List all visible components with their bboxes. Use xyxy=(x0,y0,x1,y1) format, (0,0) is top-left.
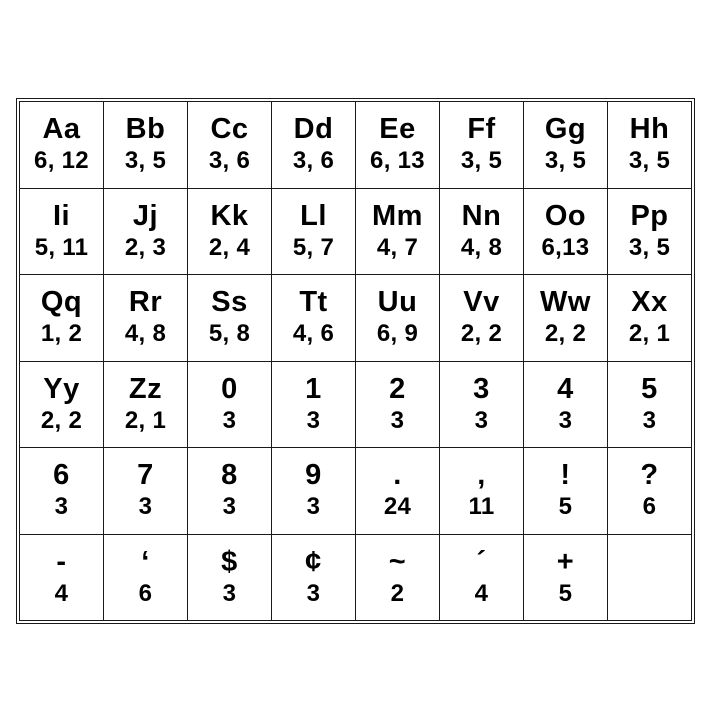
cell-glyph: Qq xyxy=(40,286,83,319)
grid-cell xyxy=(608,448,692,535)
cell-glyph: 8 xyxy=(221,459,238,492)
grid-cell xyxy=(524,362,608,449)
grid-cell xyxy=(524,275,608,362)
cell-count: 3, 5 xyxy=(460,147,503,175)
cell-glyph: 1 xyxy=(305,372,322,405)
grid-cell xyxy=(608,189,692,276)
grid-cell xyxy=(104,189,188,276)
grid-cell xyxy=(272,275,356,362)
cell-count: 6 xyxy=(642,493,657,521)
cell-count: 3, 5 xyxy=(628,233,671,261)
cell-glyph: 0 xyxy=(221,372,238,405)
cell-glyph: Ss xyxy=(211,286,248,319)
grid-cell xyxy=(524,189,608,276)
grid-cell xyxy=(356,448,440,535)
cell-count: 3 xyxy=(222,406,237,434)
grid-cell xyxy=(272,362,356,449)
grid-cell xyxy=(188,189,272,276)
grid-cell xyxy=(524,448,608,535)
cell-count: 6, 12 xyxy=(34,147,89,175)
cell-count: 3, 5 xyxy=(124,147,167,175)
cell-glyph: Ii xyxy=(52,199,71,232)
cell-glyph: Rr xyxy=(128,286,163,319)
grid-cell xyxy=(356,275,440,362)
cell-glyph: ¢ xyxy=(305,545,322,578)
cell-count: 2, 3 xyxy=(124,233,167,261)
grid-cell xyxy=(440,362,524,449)
grid-cell xyxy=(188,535,272,622)
cell-glyph: + xyxy=(556,545,575,578)
grid-cell xyxy=(608,102,692,189)
cell-count: 6, 13 xyxy=(370,147,425,175)
grid-cell xyxy=(440,102,524,189)
cell-glyph: ‘ xyxy=(141,545,150,578)
cell-count: 3, 6 xyxy=(292,147,335,175)
cell-glyph: 5 xyxy=(641,372,658,405)
grid-cell xyxy=(188,102,272,189)
cell-count: 4, 7 xyxy=(376,233,419,261)
cell-count: 5 xyxy=(558,493,573,521)
cell-count: 5, 11 xyxy=(34,233,89,261)
grid-cell xyxy=(440,535,524,622)
cell-count: 2, 2 xyxy=(460,320,503,348)
cell-glyph: Kk xyxy=(210,199,249,232)
grid-cell xyxy=(272,448,356,535)
cell-count: 1, 2 xyxy=(40,320,83,348)
cell-glyph: 2 xyxy=(389,372,406,405)
grid-cell xyxy=(356,535,440,622)
cell-count: 24 xyxy=(383,493,412,521)
cell-count: 3 xyxy=(306,579,321,607)
empty-cell xyxy=(608,535,692,622)
cell-count: 2, 4 xyxy=(208,233,251,261)
cell-count: 4 xyxy=(54,579,69,607)
cell-count: 6, 9 xyxy=(376,320,419,348)
cell-count: 3 xyxy=(474,406,489,434)
cell-glyph: Ww xyxy=(540,286,591,319)
cell-count: 3, 6 xyxy=(208,147,251,175)
cell-glyph: Ee xyxy=(379,113,416,146)
cell-glyph: 6 xyxy=(53,459,70,492)
cell-count: 3 xyxy=(558,406,573,434)
cell-glyph: . xyxy=(393,459,402,492)
cell-count: 3 xyxy=(222,579,237,607)
cell-glyph: 9 xyxy=(305,459,322,492)
letter-count-grid xyxy=(19,101,692,621)
grid-cell xyxy=(20,189,104,276)
cell-glyph: Nn xyxy=(461,199,502,232)
cell-glyph: Pp xyxy=(630,199,669,232)
cell-count: 5, 8 xyxy=(208,320,251,348)
cell-count: 2, 1 xyxy=(124,406,167,434)
cell-count: 3 xyxy=(390,406,405,434)
grid-cell xyxy=(104,102,188,189)
cell-glyph: Tt xyxy=(299,286,328,319)
cell-glyph: Ll xyxy=(300,199,327,232)
grid-cell xyxy=(608,362,692,449)
cell-count: 3, 5 xyxy=(628,147,671,175)
cell-glyph: ~ xyxy=(388,545,407,578)
grid-cell xyxy=(104,448,188,535)
cell-glyph: Gg xyxy=(544,113,587,146)
grid-cell xyxy=(272,102,356,189)
grid-cell xyxy=(272,535,356,622)
cell-glyph: Hh xyxy=(629,113,670,146)
cell-count: 4 xyxy=(474,579,489,607)
cell-glyph: Xx xyxy=(631,286,668,319)
cell-glyph: Bb xyxy=(125,113,166,146)
grid-cell xyxy=(188,275,272,362)
grid-cell xyxy=(356,189,440,276)
cell-glyph: ! xyxy=(560,459,571,492)
cell-count: 5 xyxy=(558,579,573,607)
cell-count: 2, 2 xyxy=(40,406,83,434)
cell-glyph: Dd xyxy=(293,113,334,146)
cell-glyph: 4 xyxy=(557,372,574,405)
grid-cell xyxy=(104,362,188,449)
cell-count: 6 xyxy=(138,579,153,607)
cell-count: 4, 8 xyxy=(124,320,167,348)
grid-cell xyxy=(20,102,104,189)
cell-glyph: Ff xyxy=(467,113,496,146)
cell-count: 11 xyxy=(468,493,495,521)
cell-count: 2, 2 xyxy=(544,320,587,348)
cell-count: 3 xyxy=(138,493,153,521)
cell-count: 3 xyxy=(642,406,657,434)
cell-glyph: Vv xyxy=(463,286,500,319)
cell-glyph: Uu xyxy=(377,286,418,319)
cell-count: 6,13 xyxy=(541,233,590,261)
grid-cell xyxy=(608,275,692,362)
cell-glyph: ? xyxy=(640,459,659,492)
cell-glyph: Jj xyxy=(132,199,159,232)
cell-count: 3 xyxy=(306,406,321,434)
grid-cell xyxy=(524,102,608,189)
cell-glyph: - xyxy=(56,545,67,578)
cell-glyph: , xyxy=(477,459,486,492)
grid-cell xyxy=(188,362,272,449)
cell-glyph: $ xyxy=(221,545,238,578)
letter-count-chart xyxy=(16,98,695,624)
grid-cell xyxy=(440,189,524,276)
cell-glyph: 3 xyxy=(473,372,490,405)
grid-cell xyxy=(356,362,440,449)
grid-cell xyxy=(188,448,272,535)
cell-count: 2 xyxy=(390,579,405,607)
cell-glyph: Zz xyxy=(128,372,163,405)
cell-glyph: Oo xyxy=(544,199,587,232)
grid-cell xyxy=(104,535,188,622)
grid-cell xyxy=(104,275,188,362)
cell-glyph: Aa xyxy=(42,113,81,146)
cell-glyph: 7 xyxy=(137,459,154,492)
grid-cell xyxy=(20,535,104,622)
cell-count: 4, 6 xyxy=(292,320,335,348)
grid-cell xyxy=(524,535,608,622)
cell-count: 3, 5 xyxy=(544,147,587,175)
grid-cell xyxy=(20,362,104,449)
cell-count: 2, 1 xyxy=(628,320,671,348)
cell-count: 3 xyxy=(54,493,69,521)
cell-count: 5, 7 xyxy=(292,233,335,261)
cell-glyph: Cc xyxy=(210,113,249,146)
grid-cell xyxy=(20,448,104,535)
cell-glyph: ´ xyxy=(476,545,487,578)
cell-glyph: Mm xyxy=(372,199,423,232)
cell-glyph: Yy xyxy=(43,372,80,405)
grid-cell xyxy=(272,189,356,276)
grid-cell xyxy=(440,448,524,535)
cell-count: 3 xyxy=(222,493,237,521)
grid-cell xyxy=(356,102,440,189)
cell-count: 4, 8 xyxy=(460,233,503,261)
cell-count: 3 xyxy=(306,493,321,521)
grid-cell xyxy=(440,275,524,362)
grid-cell xyxy=(20,275,104,362)
